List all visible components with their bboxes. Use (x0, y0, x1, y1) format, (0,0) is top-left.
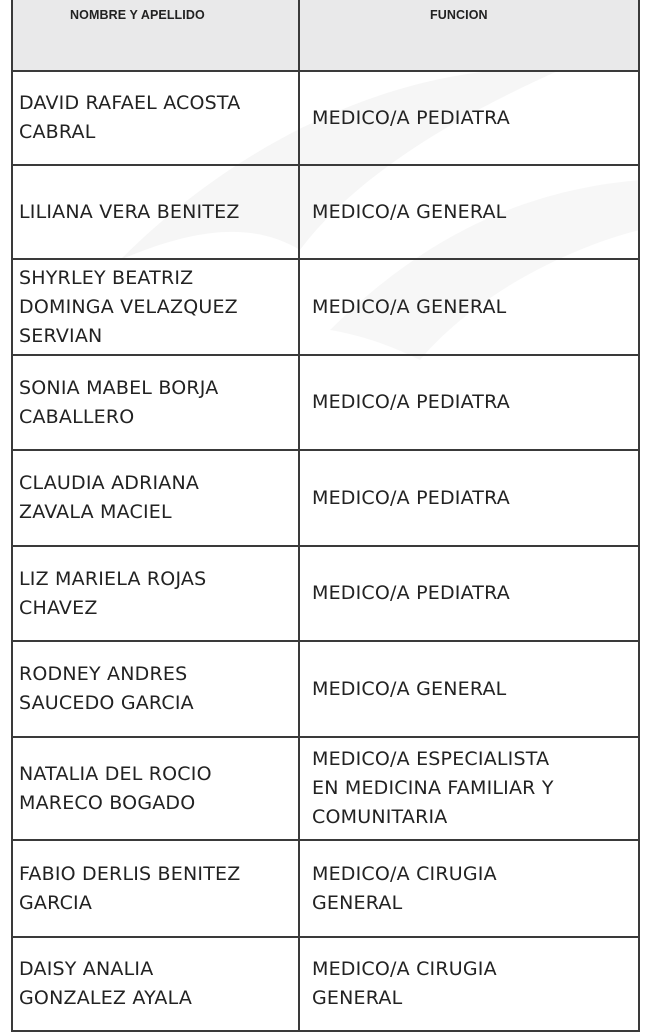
table-row (12, 165, 639, 259)
name-line: SAUCEDO GARCIA (19, 692, 194, 714)
name-cell (12, 840, 299, 937)
name-cell (12, 450, 299, 546)
function-line: MEDICO/A GENERAL (312, 200, 507, 223)
function-line: COMUNITARIA (312, 806, 448, 828)
function-line: MEDICO/A PEDIATRA (312, 106, 510, 129)
function-line: MEDICO/A GENERAL (312, 677, 507, 700)
header-row (12, 0, 639, 71)
name-line: LIZ MARIELA ROJAS (19, 567, 207, 590)
function-line: EN MEDICINA FAMILIAR Y (312, 777, 554, 799)
column-header-function: FUNCION (299, 0, 639, 71)
function-line: MEDICO/A ESPECIALISTA (312, 748, 550, 770)
name-cell (12, 641, 299, 737)
table-row (12, 546, 639, 641)
function-line: MEDICO/A PEDIATRA (312, 582, 510, 604)
function-cell (299, 737, 639, 840)
name-line: SHYRLEY BEATRIZ (19, 266, 194, 289)
function-cell (299, 259, 639, 355)
function-line: MEDICO/A CIRUGIA (312, 958, 497, 980)
column-header-name: NOMBRE Y APELLIDO (12, 0, 299, 71)
table-row (12, 450, 639, 546)
name-cell (12, 165, 299, 259)
function-cell (299, 450, 639, 546)
function-cell (299, 546, 639, 641)
function-line: GENERAL (312, 987, 403, 1009)
function-line: MEDICO/A CIRUGIA (312, 862, 497, 885)
name-line: FABIO DERLIS BENITEZ (19, 862, 241, 885)
name-line: CLAUDIA ADRIANA (19, 472, 200, 494)
name-line: GONZALEZ AYALA (19, 987, 193, 1009)
function-cell (299, 355, 639, 450)
name-line: LILIANA VERA BENITEZ (19, 200, 240, 223)
name-line: DAISY ANALIA (19, 958, 154, 980)
table-row (12, 259, 639, 355)
name-line: ZAVALA MACIEL (19, 501, 172, 523)
table-row (12, 737, 639, 840)
staff-table (11, 0, 640, 1032)
name-cell (12, 737, 299, 840)
name-line: RODNEY ANDRES (19, 663, 188, 685)
function-cell (299, 165, 639, 259)
name-cell (12, 71, 299, 165)
name-cell (12, 937, 299, 1031)
name-line: DOMINGA VELAZQUEZ (19, 295, 238, 318)
name-cell (12, 355, 299, 450)
table-row (12, 840, 639, 937)
name-line: SONIA MABEL BORJA (19, 376, 219, 399)
function-line: GENERAL (312, 891, 403, 914)
name-cell (12, 546, 299, 641)
name-line: DAVID RAFAEL ACOSTA (19, 92, 241, 114)
name-line: CHAVEZ (19, 596, 98, 619)
function-line: MEDICO/A PEDIATRA (312, 486, 510, 509)
function-line: MEDICO/A GENERAL (312, 295, 507, 318)
function-cell (299, 937, 639, 1031)
name-cell (12, 259, 299, 355)
function-cell (299, 641, 639, 737)
function-cell (299, 840, 639, 937)
table-row (12, 355, 639, 450)
function-line: MEDICO/A PEDIATRA (312, 391, 510, 413)
name-line: SERVIAN (19, 324, 103, 347)
name-line: MARECO BOGADO (19, 791, 196, 814)
table-row (12, 641, 639, 737)
name-line: NATALIA DEL ROCIO (19, 762, 212, 785)
name-line: GARCIA (19, 891, 93, 914)
table-row (12, 71, 639, 165)
table-row (12, 937, 639, 1031)
name-line: CABALLERO (19, 405, 135, 428)
name-line: CABRAL (19, 121, 96, 143)
function-cell (299, 71, 639, 165)
